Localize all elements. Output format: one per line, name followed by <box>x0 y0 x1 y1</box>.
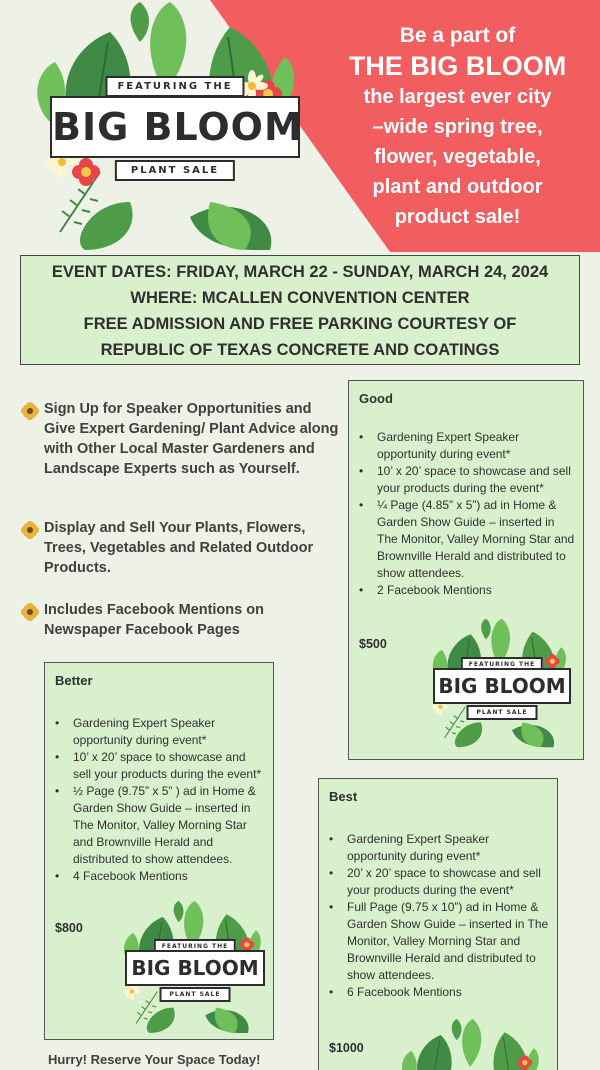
package-good <box>348 380 584 760</box>
event-info-box <box>20 255 580 365</box>
headline-line-1: Be a part of <box>399 24 516 47</box>
event-dates: EVENT DATES: FRIDAY, MARCH 22 - SUNDAY, MARCH 24, 2024 <box>51 263 549 281</box>
feature-item: • Gardening Expert Speaker opportunity during event* <box>55 715 265 749</box>
logo-title: BIG BLOOM <box>50 96 300 158</box>
headline-line-6: plant and outdoor <box>372 176 543 198</box>
logo-title: BIG BLOOM <box>433 668 571 704</box>
benefit-display <box>20 518 340 578</box>
feature-item: • 20’ x 20’ space to showcase and sell your products during the event* <box>329 865 549 899</box>
feature-item: • 4 Facebook Mentions <box>55 868 265 885</box>
logo-featuring: FEATURING THE <box>105 76 244 97</box>
big-bloom-logo <box>50 76 303 186</box>
benefit-speaker <box>20 399 340 479</box>
package-features <box>329 831 549 1001</box>
headline-line-4: –wide spring tree, <box>372 116 543 138</box>
feature-item: • Gardening Expert Speaker opportunity during event* <box>359 429 575 463</box>
feature-item: • ½ Page (9.75” x 5” ) ad in Home & Garden Show Guide – inserted in The Monitor, Valley Morning Star and Brownville Herald and distributed to show attendees. <box>55 783 265 868</box>
flower-icon <box>20 602 40 622</box>
feature-item: • ¼ Page (4.85” x 5”) ad in Home & Garden Show Guide – inserted in The Monitor, Valley Morning Star and Brownville Herald and distributed to show attendees. <box>359 497 575 582</box>
logo-subtitle: PLANT SALE <box>115 160 235 181</box>
benefit-text: Display and Sell Your Plants, Flowers, Trees, Vegetables and Related Outdoor Products. <box>44 520 314 576</box>
feature-item: • 10’ x 20’ space to showcase and sell your products during the event* <box>55 749 265 783</box>
event-admission: FREE ADMISSION AND FREE PARKING COURTESY OF <box>83 315 517 333</box>
headline-line-2: THE BIG BLOOM <box>348 51 567 81</box>
package-price: $500 <box>359 637 387 651</box>
benefit-facebook <box>20 600 340 640</box>
event-location: WHERE: MCALLEN CONVENTION CENTER <box>130 289 470 307</box>
package-name: Good <box>359 391 393 406</box>
headline-line-5: flower, vegetable, <box>374 146 541 168</box>
event-sponsor: REPUBLIC OF TEXAS CONCRETE AND COATINGS <box>100 341 500 359</box>
package-better <box>44 662 274 1040</box>
big-bloom-logo <box>433 657 571 716</box>
flower-icon <box>20 520 40 540</box>
package-features <box>359 429 575 599</box>
feature-item: • 6 Facebook Mentions <box>329 984 549 1001</box>
feature-item: • 2 Facebook Mentions <box>359 582 575 599</box>
leaf-decoration <box>395 1019 545 1070</box>
benefit-text: Sign Up for Speaker Opportunities and Give Expert Gardening/ Plant Advice along with Other Local Master Gardeners and Landscape Experts such as Yourself. <box>44 401 339 477</box>
feature-item: • Gardening Expert Speaker opportunity during event* <box>329 831 549 865</box>
flower-icon <box>20 401 40 421</box>
headline-line-7: product sale! <box>394 206 521 228</box>
logo-featuring: FEATURING THE <box>461 657 543 672</box>
feature-item: • 10’ x 20’ space to showcase and sell your products during the event* <box>359 463 575 497</box>
reserve-cta: Hurry! Reserve Your Space Today! <box>48 1052 261 1067</box>
headline <box>320 22 595 232</box>
package-price: $1000 <box>329 1041 364 1055</box>
benefit-text: Includes Facebook Mentions on Newspaper Facebook Pages <box>44 602 264 638</box>
header-banner <box>0 0 600 252</box>
package-name: Better <box>55 673 93 688</box>
package-features <box>55 715 265 885</box>
big-bloom-logo <box>125 939 265 998</box>
logo-subtitle: PLANT SALE <box>160 987 231 1002</box>
logo-featuring: FEATURING THE <box>154 939 236 954</box>
logo-title: BIG BLOOM <box>125 950 265 986</box>
package-price: $800 <box>55 921 83 935</box>
headline-line-3: the largest ever city <box>363 86 552 108</box>
feature-item: • Full Page (9.75 x 10”) ad in Home & Garden Show Guide – inserted in The Monitor, Valley Morning Star and Brownville Herald and distributed to show attendees. <box>329 899 549 984</box>
logo-subtitle: PLANT SALE <box>467 705 538 720</box>
package-name: Best <box>329 789 358 804</box>
package-best <box>318 778 558 1070</box>
